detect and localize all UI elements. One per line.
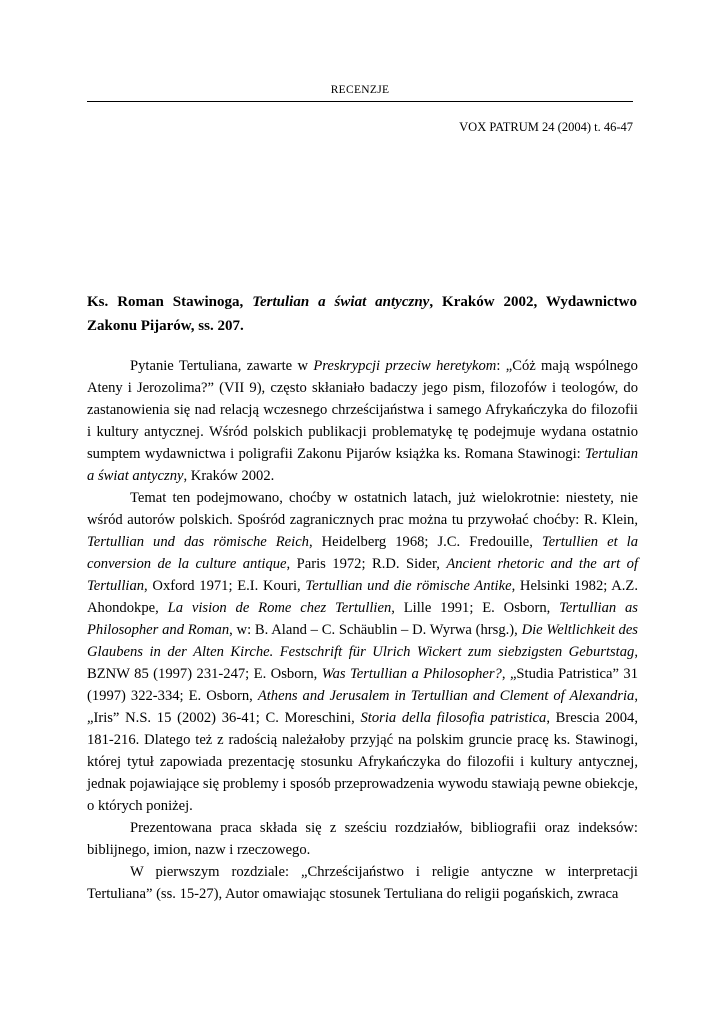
text-run: , Helsinki 1982; A.Z. Ahondokpe, bbox=[87, 578, 638, 616]
text-run: W pierwszym rozdziale: „Chrześcijaństwo i religie antyczne w interpretacji Tertuliana” (ss. 15-27), Autor omawiając stosunek Tertuliana do religii pogańskich, zwraca bbox=[87, 864, 638, 902]
running-head: RECENZJE bbox=[330, 84, 390, 96]
cited-title: Athens and Jerusalem in Tertullian and Clement of Alexandria bbox=[257, 688, 635, 704]
body-paragraph bbox=[87, 861, 638, 905]
text-run: , „Iris” N.S. 15 (2002) 36-41; C. Moreschini, bbox=[87, 688, 638, 726]
review-body bbox=[87, 355, 638, 905]
cited-title: Ancient rhetoric and the art of Tertullian bbox=[87, 556, 639, 594]
text-run: Prezentowana praca składa się z sześciu rozdziałów, bibliografii oraz indeksów: biblijnego, imion, nazw i rzeczowego. bbox=[87, 820, 638, 858]
body-paragraph bbox=[87, 355, 638, 487]
text-run: , Brescia 2004, 181-216. Dlatego też z radością należałoby przyjąć na polskim gruncie pracę ks. Stawinogi, której tytuł zapowiada prezentację stosunku Afrykańczyka do filozofii i kultury antycznej, jednak pojawiające się problemy i sposób przeprowadzenia wywodu stawiają pewne obiekcje, o których poniżej. bbox=[87, 710, 638, 814]
journal-reference: VOX PATRUM 24 (2004) t. 46-47 bbox=[459, 120, 633, 134]
cited-title: Tertullian und die römische Antike bbox=[305, 578, 512, 594]
title-author: Ks. Roman Stawinoga, bbox=[87, 294, 244, 310]
cited-title: Was Tertullian a Philosopher? bbox=[321, 666, 502, 682]
text-run: , Lille 1991; E. Osborn, bbox=[391, 600, 560, 616]
text-run: , „Studia Patristica” 31 (1997) 322-334; E. Osborn, bbox=[87, 666, 638, 704]
text-run: , Kraków 2002. bbox=[183, 468, 275, 484]
text-run: , Oxford 1971; E.I. Kouri, bbox=[144, 578, 306, 594]
header-rule bbox=[87, 101, 633, 102]
text-run: : „Cóż mają wspólnego Ateny i Jerozolima?” (VII 9), często skłaniało badaczy jego pism, filozofów i teologów, do zastanowienia się nad relacją wczesnego chrześcijaństwa i samego Afrykańczyka do filozofii i kultury antycznej. Wśród polskich publikacji problematykę tę podejmuje wydana ostatnio sumptem wydawnictwa i poligrafii Zakonu Pijarów książka ks. Romana Stawinogi: bbox=[87, 358, 638, 462]
text-run: Pytanie Tertuliana, zawarte w bbox=[130, 358, 314, 374]
body-paragraph bbox=[87, 487, 638, 817]
text-run: , BZNW 85 (1997) 231-247; E. Osborn, bbox=[87, 644, 638, 682]
body-paragraph bbox=[87, 817, 638, 861]
text-run: , Heidelberg 1968; J.C. Fredouille, bbox=[308, 534, 542, 550]
cited-title: Die Weltlichkeit des Glaubens in der Alten Kirche. Festschrift für Ulrich Wickert zum siebzigsten Geburtstag bbox=[87, 622, 638, 660]
title-book: Tertulian a świat antyczny bbox=[252, 294, 430, 310]
text-run: , Paris 1972; R.D. Sider, bbox=[286, 556, 447, 572]
text-run: , w: B. Aland – C. Schäublin – D. Wyrwa (hrsg.), bbox=[229, 622, 522, 638]
text-run: Temat ten podejmowano, choćby w ostatnich latach, już wielokrotnie: niestety, nie wśród autorów polskich. Spośród zagranicznych prac można tu przywołać choćby: R. Klein, bbox=[87, 490, 638, 528]
review-title bbox=[87, 290, 637, 338]
cited-title: Tertullien et la conversion de la culture antique bbox=[87, 534, 638, 572]
cited-title: Tertulian a świat antyczny bbox=[87, 446, 638, 484]
title-publication: , Kraków 2002, Wydawnictwo Zakonu Pijarów, ss. 207. bbox=[87, 294, 638, 334]
cited-title: Preskrypcji przeciw heretykom bbox=[313, 358, 497, 374]
cited-title: Tertullian as Philosopher and Roman bbox=[87, 600, 638, 638]
cited-title: La vision de Rome chez Tertullien bbox=[167, 600, 392, 616]
cited-title: Tertullian und das römische Reich bbox=[87, 534, 309, 550]
cited-title: Storia della filosofia patristica bbox=[360, 710, 547, 726]
